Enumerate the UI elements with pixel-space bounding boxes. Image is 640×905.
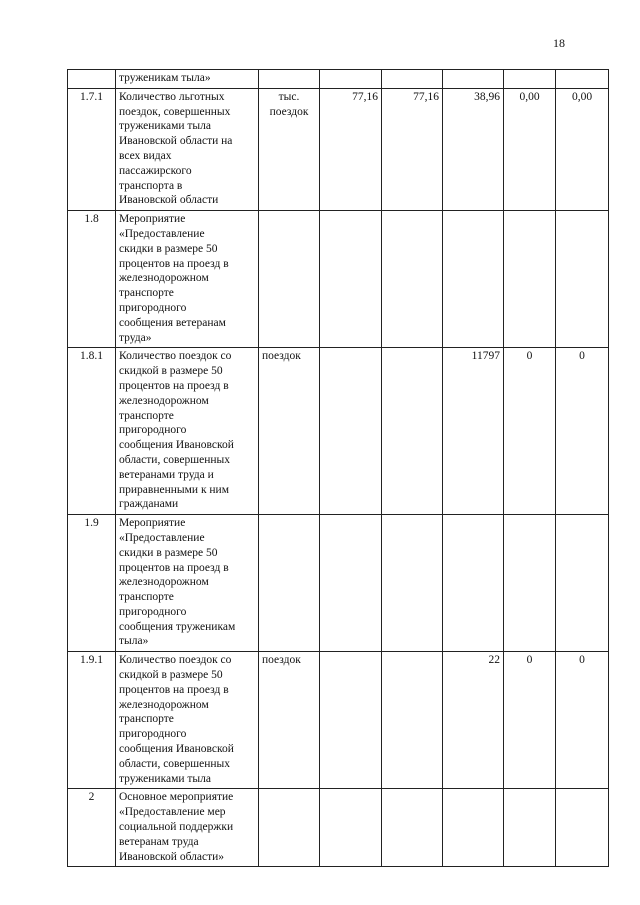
description-cell xyxy=(116,348,259,515)
table-row xyxy=(68,348,609,515)
description-line: транспорте xyxy=(119,591,174,604)
description-line: пригородного xyxy=(119,728,187,741)
value-cell-4 xyxy=(504,789,556,867)
unit-cell xyxy=(259,211,320,348)
value-cell-3: 22 xyxy=(443,652,504,789)
table-row xyxy=(68,652,609,789)
description-line: железнодорожном xyxy=(119,272,209,285)
value-cell-5: 0 xyxy=(556,652,609,789)
value-cell-1 xyxy=(320,652,382,789)
unit-cell xyxy=(259,789,320,867)
description-cell xyxy=(116,88,259,210)
description-line: сообщения Ивановской xyxy=(119,439,234,452)
description-line: железнодорожном xyxy=(119,698,209,711)
description-cell xyxy=(116,789,259,867)
value-cell-2 xyxy=(382,515,443,652)
description-line: социальной поддержки xyxy=(119,821,234,834)
description-line: «Предоставление мер xyxy=(119,806,226,819)
unit-cell: тыс. поездок xyxy=(259,88,320,210)
description-line: пассажирского xyxy=(119,164,192,177)
description-line: Количество поездок со xyxy=(119,654,232,667)
description-line: гражданами xyxy=(119,498,179,511)
value-cell-4: 0 xyxy=(504,348,556,515)
description-line: Количество льготных xyxy=(119,90,225,103)
description-line: труда» xyxy=(119,331,152,344)
description-cell xyxy=(116,652,259,789)
description-line: ветеранам труда xyxy=(119,835,199,848)
value-cell-5 xyxy=(556,70,609,89)
value-cell-3 xyxy=(443,515,504,652)
row-number-cell xyxy=(68,70,116,89)
value-cell-3 xyxy=(443,211,504,348)
description-line: процентов на проезд в xyxy=(119,257,229,270)
value-cell-3 xyxy=(443,789,504,867)
row-number-cell: 1.9.1 xyxy=(68,652,116,789)
table-row xyxy=(68,515,609,652)
description-line: сообщения ветеранам xyxy=(119,316,226,329)
description-line: пригородного xyxy=(119,301,187,314)
value-cell-2 xyxy=(382,789,443,867)
table-row xyxy=(68,789,609,867)
description-line: области, совершенных xyxy=(119,757,231,770)
value-cell-5: 0,00 xyxy=(556,88,609,210)
value-cell-1 xyxy=(320,211,382,348)
indicators-table xyxy=(67,69,609,867)
description-line: области, совершенных xyxy=(119,453,231,466)
unit-cell xyxy=(259,515,320,652)
description-line: сообщения труженикам xyxy=(119,620,236,633)
row-number-cell: 2 xyxy=(68,789,116,867)
table-body xyxy=(68,70,609,867)
value-cell-2 xyxy=(382,211,443,348)
value-cell-5 xyxy=(556,789,609,867)
value-cell-2 xyxy=(382,348,443,515)
description-line: скидкой в размере 50 xyxy=(119,669,223,682)
value-cell-1: 77,16 xyxy=(320,88,382,210)
description-line: транспорта в xyxy=(119,179,183,192)
value-cell-1 xyxy=(320,348,382,515)
value-cell-4 xyxy=(504,211,556,348)
value-cell-2 xyxy=(382,652,443,789)
description-line: транспорте xyxy=(119,409,174,422)
description-line: процентов на проезд в xyxy=(119,379,229,392)
description-line: скидкой в размере 50 xyxy=(119,365,223,378)
description-line: процентов на проезд в xyxy=(119,683,229,696)
description-line: пригородного xyxy=(119,424,187,437)
description-line: скидки в размере 50 xyxy=(119,546,218,559)
description-line: поездок, совершенных xyxy=(119,105,231,118)
description-line: тыла» xyxy=(119,635,149,648)
row-number-cell: 1.9 xyxy=(68,515,116,652)
page-number: 18 xyxy=(553,36,565,50)
row-number-cell: 1.8.1 xyxy=(68,348,116,515)
description-line: труженикам тыла» xyxy=(119,72,211,84)
value-cell-5 xyxy=(556,211,609,348)
value-cell-3: 11797 xyxy=(443,348,504,515)
value-cell-4: 0,00 xyxy=(504,88,556,210)
description-line: железнодорожном xyxy=(119,394,209,407)
value-cell-1 xyxy=(320,789,382,867)
description-line: приравненными к ним xyxy=(119,483,229,496)
table-row xyxy=(68,211,609,348)
description-line: Основное мероприятие xyxy=(119,791,234,804)
value-cell-2 xyxy=(382,70,443,89)
description-line: сообщения Ивановской xyxy=(119,743,234,756)
unit-cell xyxy=(259,70,320,89)
description-line: Мероприятие xyxy=(119,517,186,530)
row-number-cell: 1.7.1 xyxy=(68,88,116,210)
value-cell-1 xyxy=(320,70,382,89)
description-line: «Предоставление xyxy=(119,227,205,240)
value-cell-2: 77,16 xyxy=(382,88,443,210)
description-line: всех видах xyxy=(119,149,172,162)
description-line: транспорте xyxy=(119,287,174,300)
description-line: скидки в размере 50 xyxy=(119,242,218,255)
description-line: Ивановской области» xyxy=(119,850,225,863)
description-line: железнодорожном xyxy=(119,576,209,589)
description-line: Мероприятие xyxy=(119,213,186,226)
description-line: Количество поездок со xyxy=(119,350,232,363)
table-row xyxy=(68,70,609,89)
description-line: Ивановской области xyxy=(119,194,219,207)
value-cell-5: 0 xyxy=(556,348,609,515)
description-line: «Предоставление xyxy=(119,531,205,544)
value-cell-4 xyxy=(504,70,556,89)
description-cell xyxy=(116,211,259,348)
value-cell-5 xyxy=(556,515,609,652)
value-cell-4 xyxy=(504,515,556,652)
description-line: процентов на проезд в xyxy=(119,561,229,574)
description-cell xyxy=(116,515,259,652)
unit-cell: поездок xyxy=(259,348,320,515)
unit-cell: поездок xyxy=(259,652,320,789)
description-line: Ивановской области на xyxy=(119,135,233,148)
value-cell-4: 0 xyxy=(504,652,556,789)
description-line: пригородного xyxy=(119,605,187,618)
row-number-cell: 1.8 xyxy=(68,211,116,348)
description-line: ветеранами труда и xyxy=(119,468,214,481)
description-line: тружениками тыла xyxy=(119,772,211,785)
table-row xyxy=(68,88,609,210)
value-cell-3 xyxy=(443,70,504,89)
description-line: транспорте xyxy=(119,713,174,726)
description-cell xyxy=(116,70,259,89)
value-cell-3: 38,96 xyxy=(443,88,504,210)
value-cell-1 xyxy=(320,515,382,652)
description-line: тружениками тыла xyxy=(119,120,211,133)
